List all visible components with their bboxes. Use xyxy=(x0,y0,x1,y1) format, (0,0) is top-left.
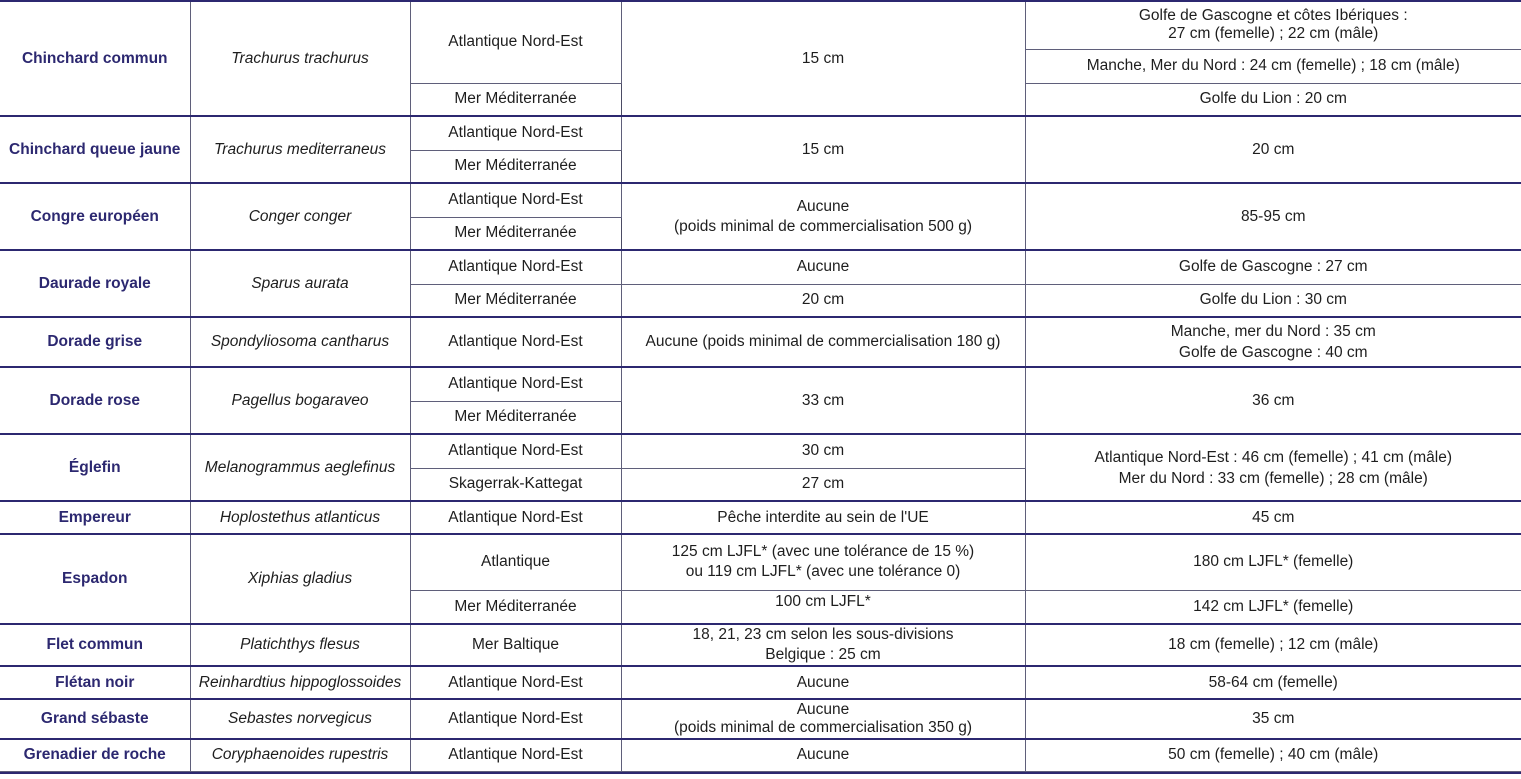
common-name: Grenadier de roche xyxy=(0,739,190,771)
maturity-cell: Golfe du Lion : 30 cm xyxy=(1025,284,1521,317)
latin-name: Sparus aurata xyxy=(190,250,410,317)
maturity-cell: Manche, Mer du Nord : 24 cm (femelle) ; 18 cm (mâle) xyxy=(1025,49,1521,83)
latin-name: Trachurus trachurus xyxy=(190,1,410,116)
maturity-cell: 58-64 cm (femelle) xyxy=(1025,666,1521,699)
zone-cell: Mer Baltique xyxy=(410,624,621,666)
latin-name: Sebastes norvegicus xyxy=(190,699,410,739)
min-size-cell: 100 cm LJFL* xyxy=(621,590,1025,624)
min-size-cell: Aucune xyxy=(621,666,1025,699)
min-size-line: Aucune xyxy=(796,701,850,718)
maturity-line: Manche, mer du Nord : 35 cm xyxy=(1170,323,1376,340)
table-row xyxy=(0,116,1521,150)
table-row xyxy=(0,250,1521,284)
min-size-line: 18, 21, 23 cm selon les sous-divisions xyxy=(692,626,954,643)
zone-cell: Atlantique Nord-Est xyxy=(410,666,621,699)
zone-cell: Atlantique Nord-Est xyxy=(410,434,621,468)
zone-cell: Mer Méditerranée xyxy=(410,217,621,250)
maturity-line: Golfe de Gascogne : 40 cm xyxy=(1178,344,1368,361)
min-size-line: 125 cm LJFL* (avec une tolérance de 15 %) xyxy=(671,543,975,561)
min-size-cell: 30 cm xyxy=(621,434,1025,468)
zone-cell: Atlantique Nord-Est xyxy=(410,1,621,83)
maturity-cell: 85-95 cm xyxy=(1025,183,1521,250)
maturity-cell: 50 cm (femelle) ; 40 cm (mâle) xyxy=(1025,739,1521,771)
min-size-cell: 15 cm xyxy=(621,1,1025,116)
min-size-cell: 33 cm xyxy=(621,367,1025,434)
zone-cell: Mer Méditerranée xyxy=(410,83,621,116)
maturity-cell xyxy=(1025,434,1521,501)
common-name: Espadon xyxy=(0,534,190,624)
maturity-line: 27 cm (femelle) ; 22 cm (mâle) xyxy=(1168,25,1379,43)
latin-name: Xiphias gladius xyxy=(190,534,410,624)
min-size-line: Belgique : 25 cm xyxy=(765,646,881,663)
maturity-line: Atlantique Nord-Est : 46 cm (femelle) ; 41 cm (mâle) xyxy=(1094,448,1452,466)
maturity-cell: 18 cm (femelle) ; 12 cm (mâle) xyxy=(1025,624,1521,666)
common-name: Congre européen xyxy=(0,183,190,250)
common-name: Dorade grise xyxy=(0,317,190,367)
latin-name: Reinhardtius hippoglossoides xyxy=(190,666,410,699)
maturity-cell: Golfe de Gascogne : 27 cm xyxy=(1025,250,1521,284)
min-size-line: ou 119 cm LJFL* (avec une tolérance 0) xyxy=(685,563,961,581)
min-size-cell: Pêche interdite au sein de l'UE xyxy=(621,501,1025,534)
zone-cell: Skagerrak-Kattegat xyxy=(410,468,621,501)
common-name: Chinchard commun xyxy=(0,1,190,116)
table-row xyxy=(0,1,1521,49)
min-size-cell xyxy=(621,534,1025,590)
zone-cell: Atlantique Nord-Est xyxy=(410,183,621,217)
table-row xyxy=(0,183,1521,217)
maturity-cell xyxy=(1025,1,1521,49)
maturity-cell: 36 cm xyxy=(1025,367,1521,434)
min-size-cell xyxy=(621,183,1025,250)
latin-name: Melanogrammus aeglefinus xyxy=(190,434,410,501)
table-row xyxy=(0,624,1521,666)
common-name: Églefin xyxy=(0,434,190,501)
maturity-cell: 45 cm xyxy=(1025,501,1521,534)
zone-cell: Atlantique Nord-Est xyxy=(410,116,621,150)
min-size-cell xyxy=(621,699,1025,739)
latin-name: Hoplostethus atlanticus xyxy=(190,501,410,534)
min-size-cell xyxy=(621,624,1025,666)
table-row xyxy=(0,367,1521,401)
common-name: Daurade royale xyxy=(0,250,190,317)
common-name: Chinchard queue jaune xyxy=(0,116,190,183)
table-row xyxy=(0,739,1521,771)
latin-name: Spondyliosoma cantharus xyxy=(190,317,410,367)
zone-cell: Atlantique Nord-Est xyxy=(410,739,621,771)
zone-cell: Atlantique Nord-Est xyxy=(410,501,621,534)
zone-cell: Mer Méditerranée xyxy=(410,590,621,624)
maturity-cell: Golfe du Lion : 20 cm xyxy=(1025,83,1521,116)
min-size-cell: 27 cm xyxy=(621,468,1025,501)
table-row xyxy=(0,434,1521,468)
common-name: Dorade rose xyxy=(0,367,190,434)
min-size-cell: 20 cm xyxy=(621,284,1025,317)
maturity-cell: 35 cm xyxy=(1025,699,1521,739)
zone-cell: Atlantique xyxy=(410,534,621,590)
common-name: Flétan noir xyxy=(0,666,190,699)
min-size-line: (poids minimal de commercialisation 350 g) xyxy=(673,719,973,736)
zone-cell: Mer Méditerranée xyxy=(410,150,621,183)
maturity-cell: 180 cm LJFL* (femelle) xyxy=(1025,534,1521,590)
table-row xyxy=(0,699,1521,739)
maturity-cell xyxy=(1025,317,1521,367)
zone-cell: Mer Méditerranée xyxy=(410,284,621,317)
min-size-line: Aucune xyxy=(796,197,850,215)
table-row xyxy=(0,534,1521,590)
maturity-cell: 142 cm LJFL* (femelle) xyxy=(1025,590,1521,624)
latin-name: Trachurus mediterraneus xyxy=(190,116,410,183)
maturity-line: Mer du Nord : 33 cm (femelle) ; 28 cm (mâle) xyxy=(1118,469,1428,487)
min-size-cell: 15 cm xyxy=(621,116,1025,183)
min-size-cell: Aucune xyxy=(621,739,1025,771)
zone-cell: Atlantique Nord-Est xyxy=(410,250,621,284)
latin-name: Coryphaenoides rupestris xyxy=(190,739,410,771)
table-row xyxy=(0,666,1521,699)
min-size-cell: Aucune xyxy=(621,250,1025,284)
maturity-cell: 20 cm xyxy=(1025,116,1521,183)
common-name: Empereur xyxy=(0,501,190,534)
zone-cell: Atlantique Nord-Est xyxy=(410,367,621,401)
min-size-line: (poids minimal de commercialisation 500 g) xyxy=(673,217,973,235)
table-row xyxy=(0,317,1521,367)
zone-cell: Atlantique Nord-Est xyxy=(410,699,621,739)
common-name: Flet commun xyxy=(0,624,190,666)
maturity-line: Golfe de Gascogne et côtes Ibériques : xyxy=(1138,7,1408,25)
min-size-cell: Aucune (poids minimal de commercialisation 180 g) xyxy=(621,317,1025,367)
latin-name: Pagellus bogaraveo xyxy=(190,367,410,434)
table-row xyxy=(0,501,1521,534)
common-name: Grand sébaste xyxy=(0,699,190,739)
zone-cell: Mer Méditerranée xyxy=(410,401,621,434)
zone-cell: Atlantique Nord-Est xyxy=(410,317,621,367)
latin-name: Conger conger xyxy=(190,183,410,250)
latin-name: Platichthys flesus xyxy=(190,624,410,666)
